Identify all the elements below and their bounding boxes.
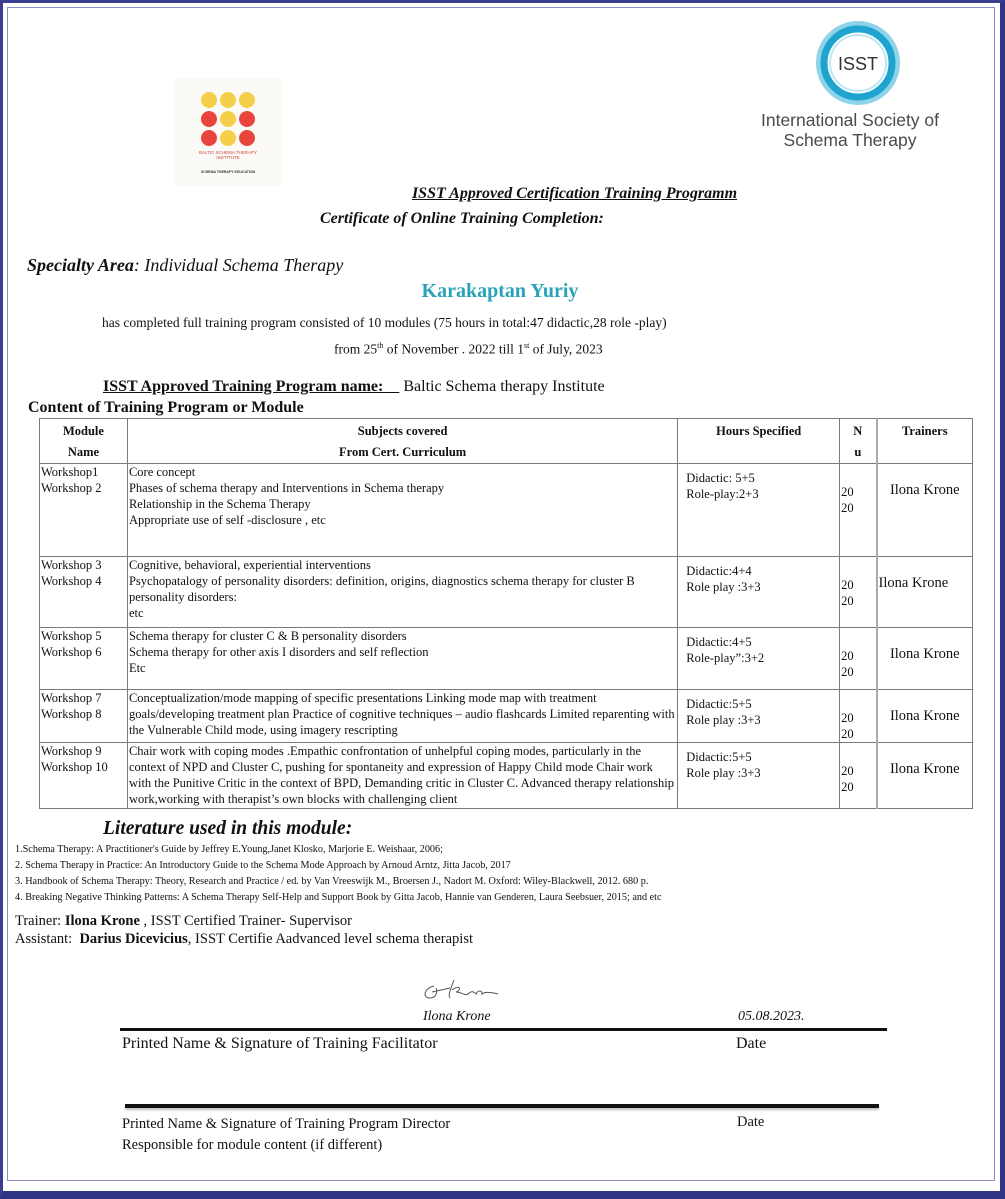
- specialty-area: Specialty Area: Individual Schema Therapy: [27, 255, 344, 275]
- signature-line-director: [125, 1104, 879, 1108]
- nu-cell: 20 20: [840, 690, 877, 743]
- trainer-cell: Ilona Krone: [877, 690, 973, 743]
- svg-text:ISST: ISST: [837, 54, 879, 74]
- assistant-info: Assistant: Darius Dicevicius, ISST Certifie Aadvanced level schema therapist: [15, 931, 474, 947]
- literature-title: Literature used in this module:: [103, 818, 353, 839]
- hours-cell: Didactic:4+4 Role play :3+3: [678, 557, 840, 628]
- logo-dot: [239, 130, 255, 146]
- module-cell: Workshop 9 Workshop 10: [40, 743, 128, 809]
- completion-text: has completed full training program consisted of 10 modules (75 hours in total:47 didactic,28 role -play): [102, 315, 667, 330]
- facilitator-date-label: Date: [736, 1035, 767, 1052]
- nu-cell: 20 20: [840, 557, 877, 628]
- signature-image: [420, 976, 504, 1006]
- trainer-cell: Ilona Krone: [877, 557, 973, 628]
- facilitator-date: 05.08.2023.: [738, 1009, 805, 1024]
- literature-item: 1.Schema Therapy: A Practitioner's Guide by Jeffrey E.Young,Janet Klosko, Marjorie E. Weishaar, 2006;: [15, 844, 443, 855]
- header-subjects: Subjects covered From Cert. Curriculum: [127, 419, 677, 464]
- program-name: ISST Approved Training Program name: Baltic Schema therapy Institute: [103, 378, 605, 395]
- signature-line-facilitator: [120, 1028, 887, 1031]
- certificate-title: ISST Approved Certification Training Programm: [411, 185, 738, 202]
- logo-dot: [220, 92, 236, 108]
- recipient-name: Karakaptan Yuriy: [421, 280, 579, 302]
- logo-title-line2: INSTITUTE: [216, 155, 240, 160]
- logo-dot: [220, 130, 236, 146]
- hours-cell: Didactic:5+5 Role play :3+3: [678, 690, 840, 743]
- logo-dot: [201, 130, 217, 146]
- logo-dot: [239, 92, 255, 108]
- staff-info: [15, 912, 473, 948]
- table-row: [40, 628, 973, 690]
- module-cell: Workshop 5 Workshop 6: [40, 628, 128, 690]
- table-header-row: [40, 419, 973, 464]
- table-row: [40, 557, 973, 628]
- hours-cell: Didactic:5+5 Role play :3+3: [678, 743, 840, 809]
- isst-line1: International Society of: [760, 110, 940, 130]
- logo-dot: [220, 111, 236, 127]
- trainer-cell: Ilona Krone: [877, 464, 973, 557]
- literature-item: 3. Handbook of Schema Therapy: Theory, Research and Practice / ed. by Van Vreeswijk M., Broersen J., Nadort M. Oxford: Wiley-Blackwell, 2012. 680 p.: [15, 876, 649, 887]
- isst-logo-text: [750, 110, 950, 150]
- isst-ring-icon: [808, 20, 908, 110]
- isst-line2: Schema Therapy: [783, 130, 917, 150]
- facilitator-label: Printed Name & Signature of Training Facilitator: [122, 1035, 438, 1052]
- logo-dot: [201, 111, 217, 127]
- director-date-label: Date: [737, 1114, 765, 1130]
- trainer-info: Trainer: Ilona Krone , ISST Certified Trainer- Supervisor: [15, 913, 352, 929]
- certificate-subtitle: Certificate of Online Training Completion:: [320, 210, 604, 227]
- training-table: [39, 418, 973, 809]
- table-row: [40, 743, 973, 809]
- hours-cell: Didactic:4+5 Role-play”:3+2: [678, 628, 840, 690]
- module-cell: Workshop1 Workshop 2: [40, 464, 128, 557]
- subjects-cell: Cognitive, behavioral, experiential interventions Psychopatalogy of personality disorders: definition, origins, diagnostics schema therapy for cluster B personality disorders: etc: [127, 557, 677, 628]
- trainer-cell: Ilona Krone: [877, 743, 973, 809]
- hours-cell: Didactic: 5+5 Role-play:2+3: [678, 464, 840, 557]
- header-module: Module Name: [40, 419, 128, 464]
- nu-cell: 20 20: [840, 743, 877, 809]
- date-range: from 25th of November . 2022 till 1st of July, 2023: [334, 341, 603, 357]
- nu-cell: 20 20: [840, 628, 877, 690]
- literature-list: [15, 842, 662, 906]
- subjects-cell: Schema therapy for cluster C & B personality disorders Schema therapy for other axis I disorders and self reflection Etc: [127, 628, 677, 690]
- logo-dots: [201, 92, 257, 146]
- content-title: Content of Training Program or Module: [28, 399, 304, 416]
- logo-subtitle: SCHEMA THERAPY EDUCATION: [200, 170, 256, 174]
- table-row: [40, 690, 973, 743]
- header-hours: Hours Specified: [678, 419, 840, 464]
- subjects-cell: Chair work with coping modes .Empathic confrontation of unhelpful coping modes, particularly in the context of NPD and Cluster C, pushing for spontaneity and expression of Happy Child mode Chair work with the Punitive Critic in the context of BPD, Demanding critic in Cluster C. Advanced therapy relationship work,working with therapist’s own blocks with challenging client: [127, 743, 677, 809]
- literature-item: 2. Schema Therapy in Practice: An Introductory Guide to the Schema Mode Approach by Arnoud Arntz, Jitta Jacob, 2017: [15, 860, 511, 871]
- subjects-cell: Core concept Phases of schema therapy and Interventions in Schema therapy Relationship in the Schema Therapy Appropriate use of self -disclosure , etc: [127, 464, 677, 557]
- table-row: [40, 464, 973, 557]
- module-cell: Workshop 7 Workshop 8: [40, 690, 128, 743]
- logo-title-line1: BALTIC SCHEMA THERAPY: [198, 150, 258, 155]
- baltic-institute-logo: [174, 78, 282, 186]
- header-nu: N u: [840, 419, 877, 464]
- module-cell: Workshop 3 Workshop 4: [40, 557, 128, 628]
- trainer-cell: Ilona Krone: [877, 628, 973, 690]
- director-label: Printed Name & Signature of Training Program Director Responsible for module content (if different): [122, 1116, 451, 1153]
- nu-cell: 20 20: [840, 464, 877, 557]
- subjects-cell: Conceptualization/mode mapping of specific presentations Linking mode map with treatment goals/developing treatment plan Practice of cognitive techniques – audio flashcards Limited reparenting with the Vulnerable Child mode, using imagery rescripting: [127, 690, 677, 743]
- facilitator-printed-name: Ilona Krone: [423, 1009, 491, 1024]
- logo-dot: [239, 111, 255, 127]
- literature-item: 4. Breaking Negative Thinking Patterns: A Schema Therapy Self-Help and Support Book by Gitta Jacob, Hannie van Genderen, Laura Seebsuer, 2015; and etc: [15, 892, 662, 903]
- header-trainers: Trainers: [877, 419, 973, 464]
- logo-dot: [201, 92, 217, 108]
